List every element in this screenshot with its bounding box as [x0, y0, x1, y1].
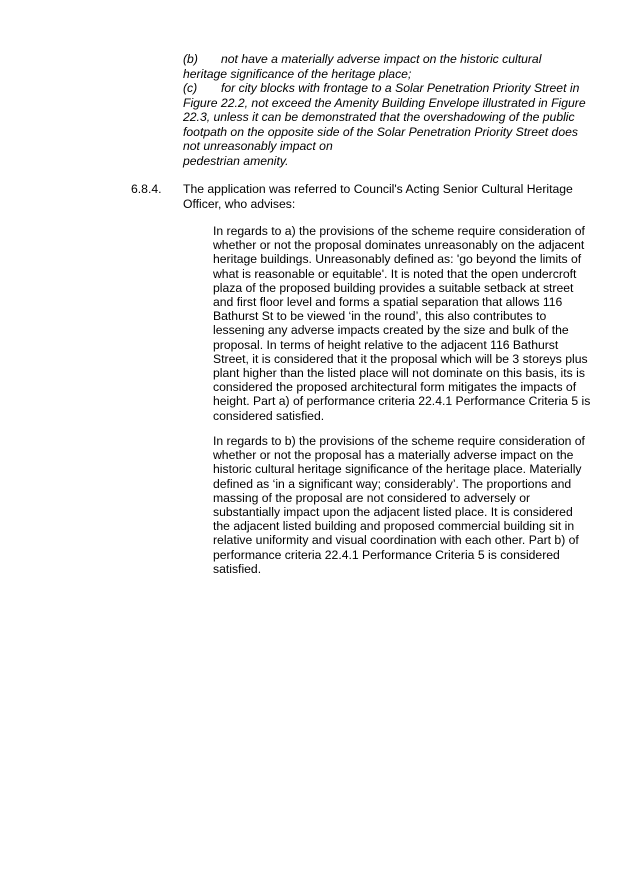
criterion-c-text-last: pedestrian amenity.: [183, 153, 289, 168]
heritage-advice-paragraph-1: In regards to a) the provisions of the scheme require consideration of whether or not the proposal dominates unreasonably on the adjacent heritage buildings. Unreasonably defined as: 'go beyond the limits of what is reasonable or equitable'. It is noted that the open undercroft plaza of the proposed building provides a suitable setback at street and first floor level and forms a spatial separation that allows 116 Bathurst St to be viewed ‘in the round’, this also contributes to lessening any adverse impacts created by the size and bulk of the proposal. In terms of height relative to the adjacent 116 Bathurst Street, it is considered that it the proposal which will be 3 storeys plus plant higher than the listed place will not dominate on this basis, its is considered the proposed architectural form mitigates the impacts of height. Part a) of performance criteria 22.4.1 Performance Criteria 5 is considered satisfied.: [213, 224, 591, 423]
criterion-b-label: (b): [183, 52, 198, 66]
performance-criteria-excerpt: [183, 52, 593, 168]
criterion-c: [183, 81, 593, 168]
clause-text: The application was referred to Council's Acting Senior Cultural Heritage Officer, who advises:: [183, 182, 573, 211]
criterion-b-text-line2: heritage significance of the heritage place;: [183, 66, 412, 81]
clause-number: 6.8.4.: [131, 182, 162, 196]
criterion-c-label: (c): [183, 81, 198, 95]
criterion-c-text-rest: in Figure 22.2, not exceed the Amenity Building Envelope illustrated in Figure 22.3, unless it can be demonstrated that the overshadowing of the public footpath on the opposite side of the Solar Penetration Priority Street does not unreasonably impact on: [183, 81, 586, 153]
criterion-b: [183, 52, 593, 81]
criterion-c-text-line1: for city blocks with frontage to a Solar Penetration Priority Street: [221, 81, 567, 95]
heritage-advice-paragraph-2: In regards to b) the provisions of the scheme require consideration of whether or not the proposal has a materially adverse impact on the historic cultural heritage significance of the heritage place. Materially defined as ‘in a significant way; considerably’. The proportions and massing of the proposal are not considered to adversely or substantially impact upon the adjacent listed place. It is considered the adjacent listed building and proposed commercial building sit in relative uniformity and visual coordination with each other. Part b) of performance criteria 22.4.1 Performance Criteria 5 is considered satisfied.: [213, 434, 585, 576]
criterion-b-text-line1: not have a materially adverse impact on the historic cultural: [221, 52, 542, 66]
